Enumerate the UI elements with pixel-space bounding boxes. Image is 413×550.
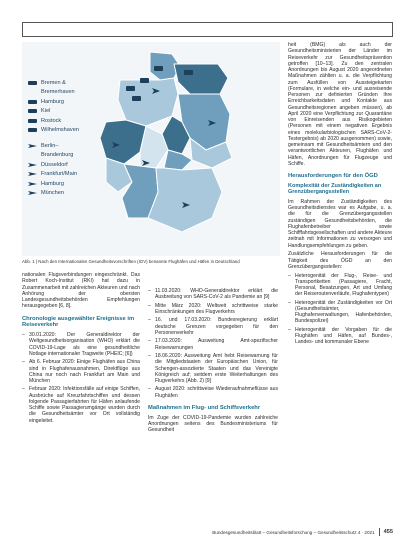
right-column <box>288 42 392 348</box>
list-item: – 18.06.2020: Ausweitung Amt hebt Reisewarnung für die Mitgliedstaaten der Europäischen Union, für Schengen-assoziierte Staaten und das Vereinigte Königreich auf; seitdem erste Weiterhaltungen des Flugverkehrs (Abb. 2) [9] <box>148 353 278 384</box>
legend-ports <box>28 78 92 135</box>
section-heading: Maßnahmen im Flug- und Schiffsverkehr <box>148 404 261 411</box>
legend-airports <box>28 141 92 198</box>
legend-label: München <box>41 190 65 197</box>
chronology-list-continued <box>148 288 278 399</box>
ship-icon <box>28 80 37 86</box>
legend-label: Brandenburg <box>41 152 74 159</box>
legend-label: Rostock <box>41 117 62 124</box>
list-item: – August 2020: schrittweise Wiederaufnahmeflüsse aus Flughäfen <box>148 386 278 399</box>
list-item: – 17.03.2020: Ausweitung Amt-spezifischer Reisewarnungen <box>148 338 278 351</box>
legend-item <box>28 189 92 199</box>
section-heading: Chronologie ausgewählter Ereignisse im Reiseverkehr <box>22 315 135 329</box>
legend-item <box>28 88 92 98</box>
list-item: – 11.03.2020: WHO-Generaldirektor erklärt die Ausbreitung von SARS-CoV-2 als Pandemie an [9] <box>148 288 278 301</box>
figure-caption: Abb. 1 | Nach den Internationalen Gesundheitsvorschriften (IGV) benannte Flughäfen und Häfen in Deutschland <box>22 259 240 264</box>
subsection-heading: Komplexität der Zuständigkeiten an Grenzübergangsstellen <box>288 182 382 196</box>
page-footer <box>22 525 393 539</box>
left-column <box>22 272 140 426</box>
list-item: – Ab 6. Februar 2020: Einige Flughäfen aus China sind in Flughafenausnahmen, Direktflüge aus China nur noch nach Frankfurt am Main und München <box>22 359 140 384</box>
header-rule-box <box>22 22 393 37</box>
legend-item <box>28 116 92 126</box>
list-item: – Februar 2020: Infektionsfälle auf einige Schiffen, Ausbrüche auf Kreuzfahrtschiffen und dessen folgende Passagierfahrten für Häfen anlaufende Schiffe sowie Passagierumgänge wurden durch die Gesundheitsämter vor Ort vollständig eingeleitet. <box>22 386 140 424</box>
journal-name: Bundesgesundheitsblatt – Gesundheitsforschung – Gesundheitsschutz 4 · 2021 <box>212 529 375 535</box>
body-paragraph: nationalen Flugsverbindungen eingeschränkt. Das Robert Koch-Institut (RKI) hat dazu in Zusammenarbeit mit zahlreichen Akteuren und nach Anhörung der obersten Landesgesundheitsbehörden Empfehlungen herausgegeben [6, 8]. <box>22 272 140 310</box>
legend-label: Düsseldorf <box>41 161 68 168</box>
ship-icon <box>28 108 37 114</box>
middle-column <box>148 288 278 436</box>
ship-icon <box>28 99 37 105</box>
legend-item <box>28 107 92 117</box>
legend-label: Bremerhaven <box>41 89 75 96</box>
body-paragraph: heit (BMG) als auch der Gesundheitsministerien der Länder im Reiseverkehr zur Gesundheitsprävention getroffen [10–13]. Zu den zentralen Anordnungen bis August 2020 angeordneten Maßnahmen zählten u. a. die Verpflichtung zum Ausfüllen von Aussteigekarten (Formulare, in welche ein- und ausreisende Personen zur definierten Gründen ihre Erreichbarkeitsdaten und Kontakte aus Gesundheitsregionen angeben müssen), ab April 2020 eine Verpflichtung zur Quarantäne von Einreisenden aus Risikogebieten (Personen mit einem negativen Ergebnis eines molekularbiologischen SARS-CoV-2-Testergebnis) ab 2020 ausgenommen) sowie, gemeinsam mit Gesundheitsämtern und den verantwortlichen Akteuren, Flughäfen und Häfen, Anordnungen für Flugzeuge und Schiffe. <box>288 42 392 167</box>
footer-divider <box>379 528 380 536</box>
chronology-list <box>22 332 140 424</box>
legend-label: Hamburg <box>41 180 65 187</box>
body-paragraph: Im Zuge der COVID-19-Pandemie wurden zahlreiche Anordnungen seitens des Bundesministeriums für Gesundheit <box>148 414 278 434</box>
airplane-icon <box>28 171 37 177</box>
list-item: – Heterogenität der Flug-, Reise- und Transportketten (Passagiere, Fracht, Personal, Besatzungen, Art und Umfang der Reiseroutenverläufe, Flughafentypen) <box>288 273 392 298</box>
body-paragraph: Zusätzliche Herausforderungen für die Tätigkeit des ÖGD an den Grenzübergangsstellen: <box>288 251 392 270</box>
legend-label: Wilhelmshaven <box>41 127 79 134</box>
legend-item <box>28 151 92 161</box>
legend-label: Berlin– <box>41 142 59 149</box>
legend-label: Kiel <box>41 108 51 115</box>
legend-item <box>28 170 92 180</box>
legend-item <box>28 97 92 107</box>
list-item: – Heterogenität der Zuständigkeiten vor Ort (Gesundheitsämter, Flughafenverwaltungen, Hafenbehörden, Bundespolizei) <box>288 300 392 325</box>
figure-map-germany <box>22 42 280 256</box>
legend-label: Frankfurt/Main <box>41 171 78 178</box>
airplane-icon <box>28 162 37 168</box>
list-item: – Heterogenität der Vorgaben für die Flughäfen und Häfen, auf Bundes-, Landes- und kommunaler Ebene <box>288 327 392 346</box>
ship-icon <box>28 127 37 133</box>
legend-item <box>28 179 92 189</box>
airplane-icon <box>28 181 37 187</box>
airplane-icon <box>28 190 37 196</box>
list-item: – Mitte März 2020: Weltweit schrittweise starke Einschränkungen des Flugverkehrs <box>148 303 278 316</box>
map-legend <box>28 78 92 204</box>
legend-item <box>28 126 92 136</box>
legend-item <box>28 160 92 170</box>
list-item: – 16. und 17.03.2020: Bundesregierung erklärt deutsche Grenzen vorgegeben für den Personenverkehr <box>148 317 278 336</box>
legend-label: Hamburg <box>41 98 65 105</box>
body-paragraph: Im Rahmen der Zuständigkeiten des Gesundheitsdienstes war es Aufgabe, u. a. die für die Grenzübergangsstellen zuständigen Gesundheitsbehörden, die Flughafenbetreiber sowie Schifffahrtsgesellschaften und andere Akteure zeitnah mit Informationen zu versorgen und Handlungsempfehlungen zu geben. <box>288 198 392 249</box>
page-number: 455 <box>383 529 393 535</box>
list-item: – 30.01.2020: Der Generaldirektor der Weltgesundheitsorganisation (WHO) erklärt die COVID-19-Lage als eine gesundheitliche Notlage internationaler Tragweite (PHEIC; [6]) <box>22 332 140 357</box>
legend-label: Bremen & <box>41 79 66 86</box>
ship-icon <box>28 118 37 124</box>
legend-item <box>28 78 92 88</box>
legend-item <box>28 141 92 151</box>
airplane-icon <box>28 143 37 149</box>
section-heading: Herausforderungen für den ÖGD <box>288 173 378 179</box>
challenges-list <box>288 273 392 346</box>
